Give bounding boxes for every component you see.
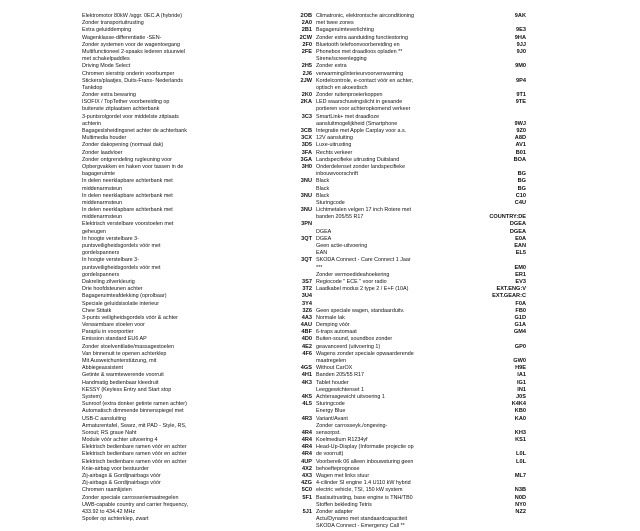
option-code: EL5	[515, 250, 526, 257]
option-code: G1A	[514, 322, 526, 329]
option-description: DGEA	[316, 235, 332, 242]
option-code	[466, 423, 526, 430]
option-description: Spoiler op achterklep, zwart	[82, 516, 149, 523]
option-description: Module vóór achter uitvoering 4	[82, 437, 158, 444]
option-description: UWB-capable country and carrier frequency,	[82, 501, 188, 508]
option-description: Rechts verkeer	[316, 149, 353, 156]
option-code	[466, 257, 526, 264]
option-code: KA0	[514, 415, 526, 422]
option-code: 5C0	[301, 487, 312, 494]
option-description: met twee zones	[316, 20, 354, 27]
option-description: 3-puntsrolgordel voor middelste zitplaats	[82, 113, 179, 120]
option-description: Bagageslsheidingsnet achter de achterbank	[82, 128, 187, 134]
option-description: 6-traps automaat	[316, 329, 357, 336]
right-description-column	[316, 13, 466, 531]
option-description: middenarmsteun	[82, 214, 123, 221]
option-code: 4X2	[302, 465, 312, 472]
option-description: Chee Stitatk	[82, 307, 112, 314]
option-code: 5F1	[302, 494, 312, 501]
option-description: Demping vóór	[316, 322, 350, 329]
option-code: 2J6	[302, 70, 312, 77]
option-code: A8D	[514, 135, 526, 142]
option-description: SKODA Connect - Care Connect 1 Jaar	[316, 257, 411, 264]
option-code	[466, 114, 526, 121]
option-code: 3QT	[301, 257, 312, 264]
option-code	[466, 480, 526, 487]
option-code	[466, 56, 526, 63]
option-description: In hoogte verstelbare 3-	[82, 235, 139, 242]
left-description-column	[82, 13, 282, 523]
option-code: KH3	[514, 429, 526, 436]
option-description: 4-cilinder SI engine 1.4 U110 kW hybrid	[316, 480, 411, 487]
option-code: EAN	[514, 243, 526, 249]
option-description	[316, 221, 466, 228]
option-code: 3S7	[302, 278, 312, 285]
option-description: Normale lak	[316, 314, 345, 321]
option-description: Geen actie-uitvoering	[316, 243, 368, 249]
option-code: KS1	[515, 437, 526, 444]
option-code: 4UP	[301, 458, 312, 465]
option-description: Zonder adapter	[316, 508, 353, 515]
option-code: 4BF	[301, 329, 312, 336]
option-description: Verwarmbare stoelen voor	[82, 322, 145, 329]
option-code: 3NU	[300, 178, 312, 185]
option-code	[284, 387, 312, 394]
option-code	[466, 20, 526, 27]
option-code: 3D5	[301, 142, 312, 149]
option-code: N3B	[514, 487, 526, 494]
option-description: behoefteprognose	[316, 465, 360, 472]
option-code	[284, 423, 312, 430]
option-code	[284, 250, 312, 257]
option-description: Head-Up-Display (Informatie projectie op	[316, 444, 414, 451]
option-description: Zonder extra aanduiding functiestoring	[316, 34, 408, 41]
option-code: 4AU	[300, 322, 312, 329]
option-code: G1D	[514, 314, 526, 321]
option-code: 5J1	[302, 508, 312, 515]
option-description: Voorbereik 06 alleen inbouwsturing geen	[316, 458, 414, 465]
option-code	[284, 272, 312, 279]
option-code: 2H5	[301, 63, 312, 70]
option-code	[284, 56, 312, 63]
option-description: Armaturentafel, Swarz, mit PAD - Style, RS,	[82, 422, 187, 429]
option-code: KB0	[514, 408, 526, 415]
option-description: portieren voor achteropkomend verkeer	[316, 106, 411, 113]
option-description: Zonder carrosseyk./ongeving-	[316, 422, 388, 429]
option-code: 2F0	[302, 41, 312, 48]
option-description: Stoffen bekleding Tetris	[316, 501, 372, 508]
option-code: B01	[515, 149, 526, 156]
option-code: 4H1	[301, 372, 312, 379]
option-description: Zonder extra	[316, 63, 347, 70]
option-description: Leeggewichtenset 1	[316, 386, 364, 393]
option-code: 2JW	[300, 77, 312, 84]
option-description: Landspecifieke uitrusting Duitsland	[316, 156, 400, 163]
option-description: banden 205/55 R17	[316, 214, 364, 221]
option-description: Driving Mode Select	[82, 63, 131, 70]
option-code: E0A	[515, 235, 526, 242]
option-description: inbouwvoorschrift	[316, 171, 358, 178]
option-code	[466, 164, 526, 171]
option-description: KESSY (Keyless Entry and Start stop	[82, 386, 172, 393]
option-code	[466, 71, 526, 78]
option-code: J0S	[516, 393, 526, 400]
option-code: GP0	[514, 343, 526, 350]
option-description: USB-C aansluiting	[82, 415, 127, 422]
option-description: Zonder speciale carrosseriemaatregelen	[82, 494, 179, 501]
option-description: Without CarOX	[316, 365, 353, 372]
option-code: 3NU	[300, 207, 312, 214]
option-description: Knie-airbag voor bestuurder	[82, 465, 149, 472]
option-description: Sirene/screenlegging	[316, 56, 367, 63]
option-description: Elektromotor 80kW /sggr. 0EC.A (hybride)	[82, 13, 183, 19]
option-code: 3Y4	[302, 300, 312, 307]
option-description: middenarmsteun	[82, 199, 123, 206]
option-description: In delen neerklapbare achterbank met	[82, 192, 173, 199]
option-description: Zij-airbags & Gordijnairbags vóór	[82, 473, 161, 479]
option-description: 12V aansluiting	[316, 135, 353, 142]
option-code: 4E2	[302, 343, 312, 350]
option-code: 9J0	[516, 48, 526, 55]
option-code: BG	[517, 171, 526, 178]
option-code	[466, 444, 526, 451]
option-description: Luxe-uitrusting	[316, 142, 352, 149]
option-description: Banden 205/55 R17	[316, 372, 364, 379]
option-description: geheugen	[82, 228, 106, 235]
option-description: System)	[82, 393, 102, 400]
option-description: gordelspanners	[82, 250, 120, 257]
option-description: 433.92 to 434.42 MHz	[82, 508, 136, 515]
option-code: 4R4	[301, 444, 312, 451]
option-code: L0L	[516, 458, 526, 465]
option-description: Elektrisch bedienbare ramen vóór en achter	[82, 458, 187, 465]
option-code: 2KA	[300, 99, 312, 106]
option-description: Drie hoofdsteunen achter	[82, 286, 143, 293]
option-description: Achterasgewicht uitvoering 1	[316, 393, 385, 400]
option-code	[284, 265, 312, 272]
option-description: geavanceerd (uitvoering 1)	[316, 343, 381, 350]
option-description: Variant/Avant	[316, 415, 348, 422]
option-description: Wagen met links stuur	[316, 473, 370, 479]
option-code: FB0	[515, 307, 526, 314]
option-description: Van binnenuit te openen achterklep	[82, 350, 167, 357]
option-code	[284, 502, 312, 509]
option-description: Zij-airbags & Gordijnairbags vóór	[82, 480, 161, 487]
option-code: 4D0	[301, 336, 312, 343]
option-code: 9JJ	[516, 41, 526, 48]
option-description: aansluitmogelijkheid (Smartphone	[316, 120, 398, 127]
option-description: SKODA Connect - Emergency Call **	[316, 523, 405, 530]
option-code: 4X3	[302, 473, 312, 479]
option-code: 4GS	[300, 365, 312, 372]
option-description: Koelmedium R1234yf	[316, 437, 368, 444]
option-code: K4K4	[511, 401, 526, 408]
option-description: LED waarschuwingslicht in gesande	[316, 99, 403, 106]
option-code: 4A3	[301, 314, 312, 321]
option-description: Elektrisch bedienbare ramen vóór en achter	[82, 451, 187, 458]
option-description: puntsveiligheidsgordels vóór met	[82, 243, 161, 249]
option-code: N0D	[514, 494, 526, 501]
option-description: Onderdelenset zonder landspecifieke	[316, 163, 406, 170]
option-code: 9P4	[516, 77, 526, 84]
option-code: IA1	[517, 372, 526, 379]
option-description: Bagageruimteafdekking (oprolbaar)	[82, 293, 167, 300]
option-description: Black	[316, 178, 330, 185]
option-code: 9TE	[515, 99, 526, 106]
option-description: Kordelcontrole, e-contact vóór en achter,	[316, 77, 414, 84]
option-description: Zonder vermoedideahoekering	[316, 271, 390, 278]
option-description: Zonder laadvloer	[82, 149, 123, 156]
option-code	[284, 200, 312, 207]
option-code	[284, 229, 312, 236]
option-code: 4ZG	[301, 480, 312, 487]
option-code: BOA	[513, 156, 526, 163]
option-code	[284, 214, 312, 221]
option-description: Elektrisch verstelbare voorstoelen met	[82, 221, 174, 228]
option-description: Multifunctioneel 2-spaaks lederen stuurwiel	[82, 48, 186, 55]
option-description: Elektrisch bedienbare ramen vóór en achter	[82, 444, 187, 451]
option-description: Sunroof (extra donker getinte ramen achter)	[82, 401, 187, 408]
option-description: Tankdop	[82, 84, 103, 91]
option-code	[284, 106, 312, 113]
option-code: COUNTRY:DE	[489, 214, 526, 221]
option-description: Energy Blue	[316, 408, 346, 415]
option-description: achterin	[82, 120, 102, 127]
option-code	[284, 358, 312, 365]
option-description: Sturingcode	[316, 199, 345, 206]
option-code: 3T2	[302, 286, 312, 293]
option-description: Zonder dakopening (normaal dak)	[82, 142, 164, 149]
option-description: Mit Ausweichunterstützung, mit	[82, 358, 157, 364]
option-code	[284, 85, 312, 92]
option-code: 3FA	[301, 149, 312, 156]
option-code: 9M0	[515, 63, 526, 70]
option-code: ER1	[515, 271, 526, 278]
option-description: Getinte & warmtewerende voorruit	[82, 372, 164, 379]
option-description: sensorpst.	[316, 429, 341, 436]
option-code: 4R4	[301, 429, 312, 436]
option-code: 4R3	[301, 415, 312, 422]
option-code	[284, 186, 312, 193]
option-description: Chromen raamlijsten	[82, 487, 132, 494]
option-description: Sturingcode	[316, 401, 345, 408]
option-code: 9WJ	[514, 120, 526, 127]
option-code: 2B1	[301, 27, 312, 34]
option-description: In delen neerklapbare achterbank met	[82, 207, 173, 214]
option-code: NZ2	[515, 508, 526, 515]
option-description: Stickers/plaatjes, Duits-Frans- Nederlands	[82, 77, 183, 84]
option-code: 2A0	[301, 20, 312, 27]
option-description: Wagens zonder speciale opwaarderende	[316, 350, 414, 357]
option-description: Speciale geluidsisolatie interieur	[82, 300, 160, 307]
option-description: Abbiegeassistent	[82, 365, 124, 372]
option-code: 4R4	[301, 451, 312, 458]
option-code	[284, 121, 312, 128]
option-description: gordelspanners	[82, 271, 120, 278]
option-code	[284, 408, 312, 415]
option-description: electric vehicle, TSI, 150 kW system	[316, 487, 403, 494]
right-code-column	[466, 13, 526, 516]
option-description: Extra geluiddemping	[82, 27, 132, 34]
option-code: IN1	[517, 386, 526, 393]
option-code: 3H0	[301, 163, 312, 170]
option-description: EAN	[316, 250, 328, 257]
option-description: Phonebox met draadloos opladen **	[316, 48, 403, 55]
option-description: maatregelen	[316, 358, 346, 364]
option-code: DGEA	[509, 228, 526, 235]
option-code: 9HA	[514, 34, 526, 41]
option-code: C4U	[514, 199, 526, 206]
option-description: Black	[316, 192, 330, 199]
option-code: L0L	[516, 451, 526, 458]
option-code: 3CX	[301, 135, 312, 142]
option-description: Climatronic, elektronische airconditioning	[316, 13, 414, 19]
option-code: 2OB	[300, 13, 312, 19]
option-description: Laadkabel modus 2 type 2 / E+F (10A)	[316, 286, 409, 293]
option-code	[284, 243, 312, 250]
option-description: Lichtmetalen velgen 17 inch Rotere met	[316, 207, 411, 214]
option-description: bagageruimte	[82, 171, 115, 178]
option-description: Geen speciale wagen, standaarduitv.	[316, 307, 405, 314]
option-code: EM0	[514, 264, 526, 271]
option-description: 3-punts veiligheidsgordels vóór & achter	[82, 314, 178, 321]
option-description: Zonder ontgrendeling rugleuning voor	[82, 156, 172, 163]
option-code: EV3	[515, 278, 526, 285]
option-description	[316, 293, 466, 300]
option-description: Chromen sierstrip onderin voorbumper	[82, 70, 175, 77]
option-code: 4K5	[301, 393, 312, 400]
option-description: de voorruit)	[316, 451, 344, 458]
option-description: ***	[316, 264, 323, 271]
option-code	[466, 207, 526, 214]
option-code: C10	[515, 192, 526, 199]
option-description: SmartLink+ met draadloze	[316, 113, 380, 120]
option-code: 3GA	[300, 156, 312, 163]
option-code	[466, 336, 526, 343]
option-code: 3C3	[301, 113, 312, 120]
option-code: 3CB	[300, 128, 312, 134]
option-description: Actu/Dynamo met standaardcapaciteit	[316, 516, 408, 523]
option-description: Zonder extra bewaring	[82, 92, 136, 99]
option-code: 4K3	[301, 379, 312, 386]
option-description: Zonder ruitenproeierkoppen	[316, 92, 383, 99]
option-code	[466, 85, 526, 92]
option-description: Bluetooth telefoonvoorbereiding en	[316, 41, 400, 48]
option-code: 2FE	[301, 48, 312, 55]
option-code: 3PN	[301, 221, 312, 228]
option-description: middenarmsteun	[82, 185, 123, 192]
option-code: AV1	[515, 142, 526, 149]
option-description: buitenste zitplaatsen achterbank	[82, 106, 160, 113]
option-code: 4L5	[302, 401, 312, 408]
option-code: GM4	[513, 329, 526, 336]
option-code: H9E	[515, 365, 526, 372]
option-code: EXT.GEAR:C	[492, 293, 526, 300]
option-description: Basisuitrusting, base engine is TNH/TB0	[316, 494, 413, 501]
option-code: 9AK	[514, 13, 526, 19]
option-code: DGEA	[509, 221, 526, 228]
option-description: Tablet houder	[316, 379, 349, 386]
option-code: 9E3	[516, 27, 526, 34]
option-description: optisch en akoestisch	[316, 84, 368, 91]
option-code	[466, 351, 526, 358]
option-description: DGEA	[316, 228, 332, 235]
option-description: Multimedia houder	[82, 135, 127, 142]
left-code-column	[284, 13, 312, 516]
option-description: Dakreling zilverkleurig	[82, 278, 135, 285]
option-code: 3Z6	[302, 307, 312, 314]
option-code: ML7	[514, 473, 526, 479]
option-description: Handmatig bedienbaar kleedruit	[82, 379, 159, 386]
option-code	[284, 171, 312, 178]
option-description: Paraplu in voorportier	[82, 329, 134, 336]
option-code: 3NU	[300, 192, 312, 199]
option-description: Zonder transportuitrusting	[82, 20, 144, 27]
option-code: 9Z0	[516, 128, 526, 134]
option-description: Wagenklasse-differentiatie -SEN-	[82, 34, 162, 41]
option-code: 2CW	[299, 34, 312, 41]
option-code: NY0	[515, 501, 526, 508]
option-description: ISOFIX / TopTether voorbereiding op	[82, 99, 170, 106]
option-description	[316, 301, 466, 308]
option-code: 9T1	[516, 92, 526, 99]
option-description: Zonder stoelventilatie/massagestoelen	[82, 343, 174, 350]
option-code: 4R4	[301, 437, 312, 444]
option-description: met schakelpaddles	[82, 56, 130, 63]
option-code: 2K0	[301, 92, 312, 99]
option-description: Automatisch dimmende binnenspiegel met	[82, 408, 184, 415]
option-description: Regiocode " ECE " voor radio	[316, 278, 387, 285]
option-description: In delen neerklapbare achterbank met	[82, 178, 173, 185]
option-code	[466, 466, 526, 473]
option-code: GW0	[513, 358, 526, 364]
option-code: BG	[517, 185, 526, 192]
option-description: Sorout; RS graue Naht	[82, 429, 137, 436]
option-code: BG	[517, 178, 526, 185]
option-description: Integratie met Apple Carplay voor a.s.	[316, 128, 407, 134]
option-code: F0A	[515, 300, 526, 307]
option-description: verwarming/interieurvoorverwarming	[316, 70, 404, 77]
option-description: Buiten-sound, soundbox zonder	[316, 336, 393, 343]
option-description: Zonder systemen voor de wagentoegang	[82, 41, 180, 48]
option-code: 4F6	[302, 350, 312, 357]
option-description: In hoogte verstelbare 3-	[82, 257, 139, 264]
option-code: 3QT	[301, 235, 312, 242]
option-description: Opbergvakken en haken voor tassen in de	[82, 163, 184, 170]
option-description: Black	[316, 185, 330, 192]
option-description: puntsveiligheidsgordels vóór met	[82, 264, 161, 271]
option-description: Bagageruimteverlichting	[316, 27, 374, 34]
option-description: Emission standard EU6 AP	[82, 336, 147, 343]
option-code	[466, 106, 526, 113]
option-code: 3U4	[301, 293, 312, 300]
option-code: IG1	[516, 379, 526, 386]
option-code: EXT.ENG:V	[496, 286, 526, 293]
